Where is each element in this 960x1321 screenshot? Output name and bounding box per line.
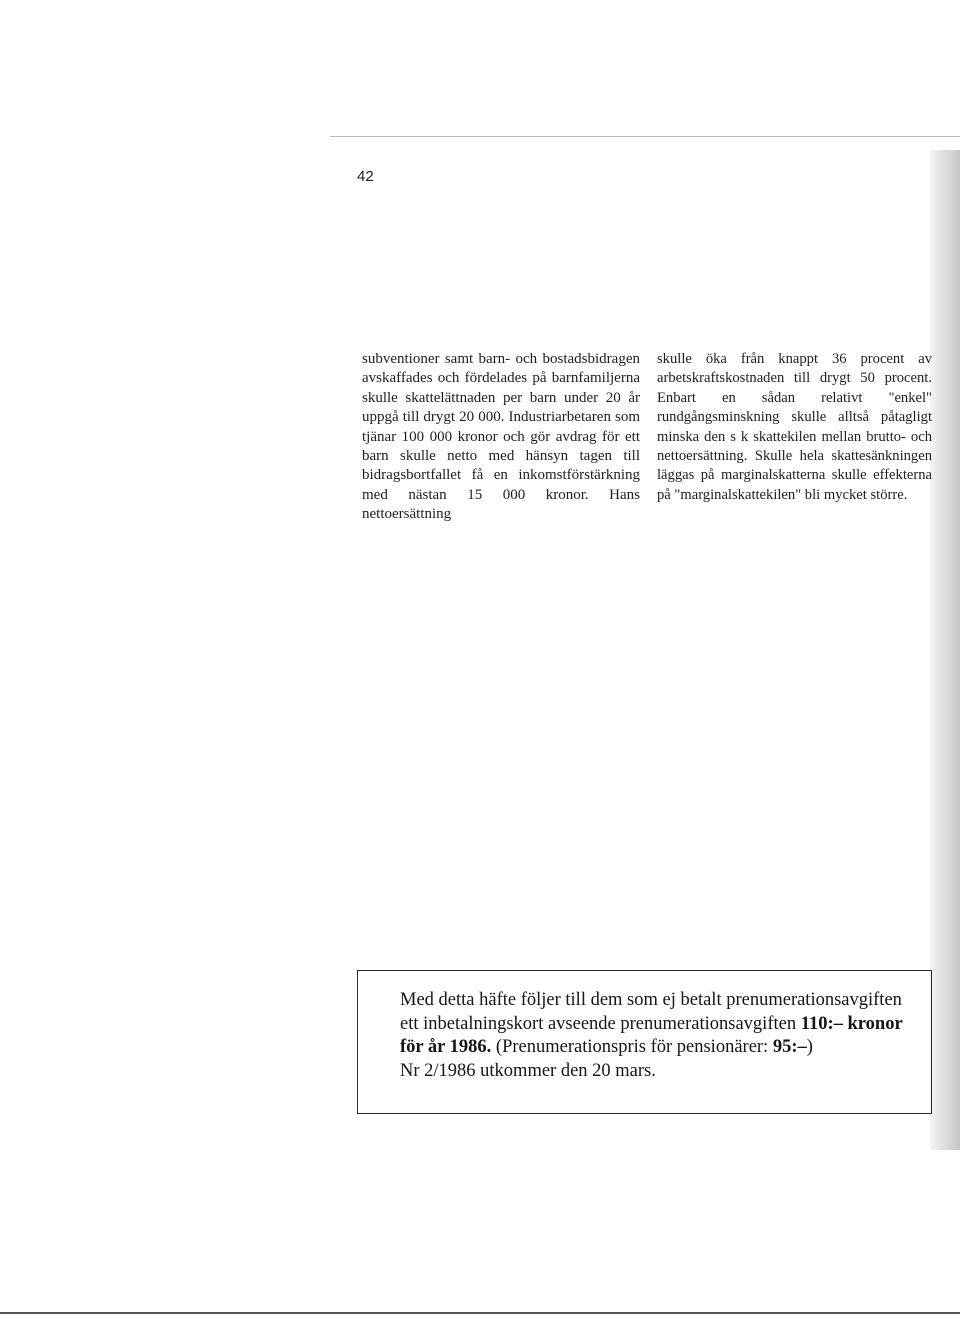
page-edge-right <box>930 150 960 1150</box>
subscription-notice <box>400 989 911 1060</box>
next-issue-notice: Nr 2/1986 utkommer den 20 mars. <box>400 1060 656 1081</box>
page-edge-top <box>330 136 960 137</box>
notice-price: 110:– kronor för år 1986. <box>400 1013 903 1058</box>
notice-text-1: Med detta häfte följer till dem som ej betalt prenumerationsavgiften ett inbetalningskort avseende prenumerationsavgiften <box>400 990 902 1034</box>
right-column-text: skulle öka från knappt 36 procent av arbetskraftskostnaden till drygt 50 procent. Enbart en sådan relativt "enkel" rundgångsminskning skulle alltså påtagligt minska den s k skattekilen mellan brutto- och nettoersättning. Skulle hela skattesänkningen läggas på marginalskatterna skulle effekterna på "marginalskattekilen" bli mycket större. <box>657 351 932 503</box>
page-number: 42 <box>357 168 374 185</box>
notice-pensioner-price: 95:– <box>772 1037 807 1058</box>
left-column-text: subventioner samt barn- och bostadsbidragen avskaffades och fördelades på barnfamiljerna skulle skattelättnaden per barn under 20 år uppgå till drygt 20 000. Industriarbetaren som tjänar 100 000 kronor och gör avdrag för ett barn skulle netto med hänsyn tagen till bidragsbortfallet få en inkomstförstärkning med nästan 15 000 kronor. Hans nettoersättning <box>362 351 640 523</box>
subscription-notice-box <box>357 970 932 1114</box>
notice-text-3: ) <box>806 1037 813 1058</box>
notice-text-2: (Prenumerationspris för pensionärer: <box>491 1037 773 1058</box>
page-edge-bottom <box>0 1312 960 1314</box>
